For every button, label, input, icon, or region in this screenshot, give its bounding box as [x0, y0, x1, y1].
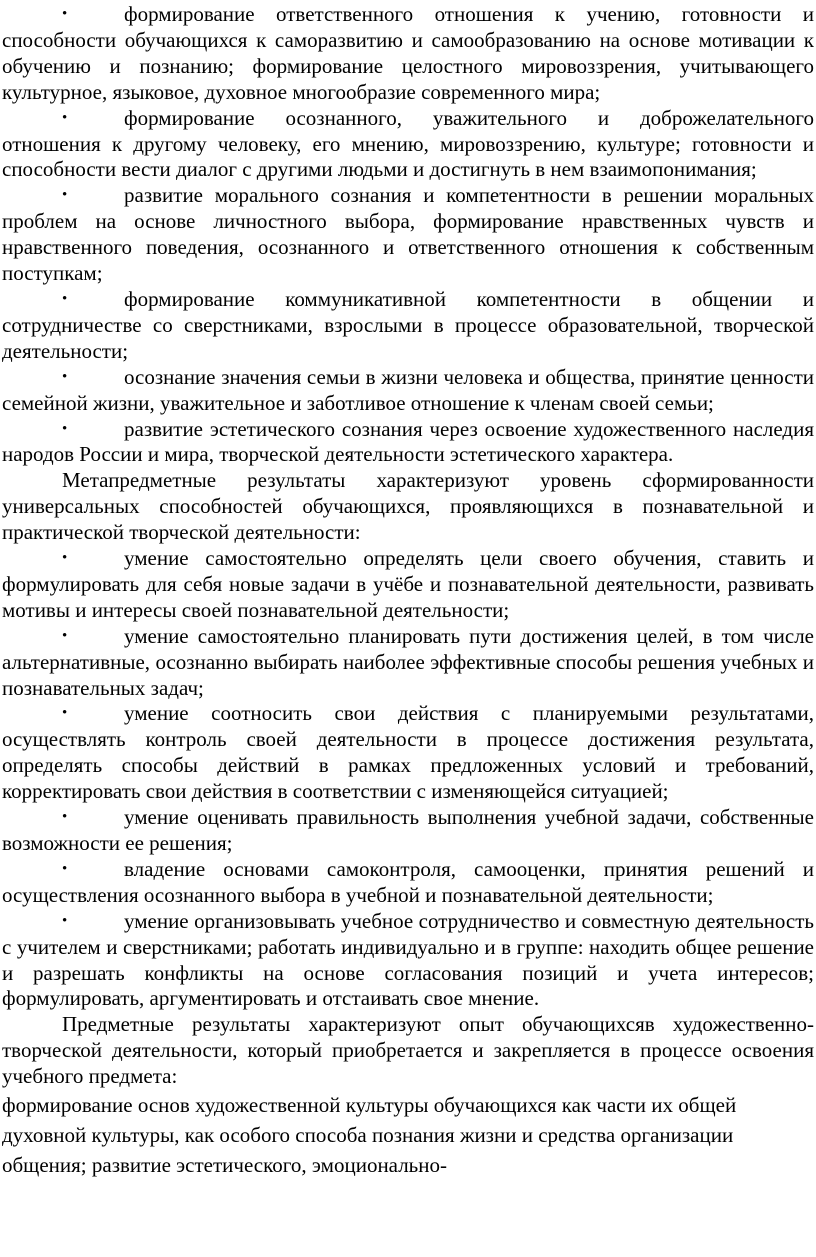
- bullet-icon: •: [62, 109, 68, 126]
- list-item-text: умение самостоятельно определять цели своего обучения, ставить и формулировать для себя новые задачи в учёбе и познавательной деятельности, развивать мотивы и интересы своей познавательной деятельности;: [2, 546, 814, 622]
- bullet-icon: •: [62, 627, 68, 644]
- list-item: [2, 417, 814, 469]
- bullet-icon: •: [62, 809, 68, 826]
- list-item: [2, 909, 814, 1013]
- list-item: [2, 183, 814, 287]
- list-item-text: умение организовывать учебное сотрудничество и совместную деятельность с учителем и сверстниками; работать индивидуально и в группе: находить общее решение и разрешать конфликты на основе согласования позиций и учета интересов; формулировать, аргументировать и отстаивать свое мнение.: [2, 908, 814, 1011]
- final-text: формирование основ художественной культуры обучающихся как части их общей духовной культуры, как особого способа познания жизни и средства организации общения; развитие эстетического, эмоционально-: [2, 1093, 737, 1178]
- bullet-icon: •: [62, 705, 68, 722]
- list-item-text: умение соотносить свои действия с планируемыми результатами, осуществлять контроль своей деятельности в процессе достижения результата, определять способы действий в рамках предложенных условий и требований, корректировать свои действия в соответствии с изменяющейся ситуацией;: [2, 701, 814, 804]
- list-item-text: развитие морального сознания и компетентности в решении моральных проблем на основе личностного выбора, формирование нравственных чувств и нравственного поведения, осознанного и ответственного отношения к собственным поступкам;: [2, 183, 814, 286]
- list-item-text: формирование ответственного отношения к учению, готовности и способности обучающихся к саморазвитию и самообразованию на основе мотивации к обучению и познанию; формирование целостного мировоззрения, учитывающего культурное, языковое, духовное многообразие современного мира;: [2, 2, 814, 104]
- bullet-icon: •: [62, 912, 68, 929]
- list-item-text: формирование коммуникативной компетентности в общении и сотрудничестве со сверстниками, взрослыми в процессе образовательной, творческой деятельности;: [2, 286, 814, 363]
- bullet-icon: •: [62, 290, 68, 307]
- list-item-text: формирование осознанного, уважительного и доброжелательного отношения к другому человеку, его мнению, мировоззрению, культуре; готовности и способности вести диалог с другими людьми и достигнуть в нем взаимопонимания;: [2, 105, 814, 182]
- personal-results-list: [2, 2, 814, 468]
- list-item: [2, 287, 814, 365]
- list-item: [2, 106, 814, 184]
- list-item: [2, 805, 814, 857]
- list-item-text: умение самостоятельно планировать пути достижения целей, в том числе альтернативные, осознанно выбирать наиболее эффективные способы решения учебных и познавательных задач;: [2, 623, 814, 700]
- bullet-icon: •: [62, 550, 68, 567]
- list-item-text: умение оценивать правильность выполнения учебной задачи, собственные возможности ее решения;: [2, 805, 814, 855]
- list-item-text: развитие эстетического сознания через освоение художественного наследия народов России и мира, творческой деятельности эстетического характера.: [2, 416, 814, 467]
- metasubject-results-list: [2, 546, 814, 1012]
- list-item: [2, 624, 814, 702]
- list-item: [2, 365, 814, 417]
- bullet-icon: •: [62, 368, 68, 385]
- bullet-icon: •: [62, 187, 68, 204]
- bullet-icon: •: [62, 860, 68, 877]
- list-item-text: владение основами самоконтроля, самооценки, принятия решений и осуществления осознанного выбора в учебной и познавательной деятельности;: [2, 856, 814, 907]
- list-item: [2, 546, 814, 624]
- bullet-icon: •: [62, 6, 68, 22]
- subject-results-paragraph: Предметные результаты характеризуют опыт обучающихсяв художественно-творческой деятельности, который приобретается и закрепляется в процессе освоения учебного предмета:: [2, 1012, 814, 1089]
- list-item: [2, 701, 814, 805]
- bullet-icon: •: [62, 420, 68, 437]
- metasubject-paragraph: Метапредметные результаты характеризуют уровень сформированности универсальных способностей обучающихся, проявляющихся в познавательной и практической творческой деятельности:: [2, 468, 814, 545]
- list-item-text: осознание значения семьи в жизни человека и общества, принятие ценности семейной жизни, уважительное и заботливое отношение к членам своей семьи;: [2, 364, 814, 415]
- list-item: [2, 857, 814, 909]
- list-item: [2, 2, 814, 106]
